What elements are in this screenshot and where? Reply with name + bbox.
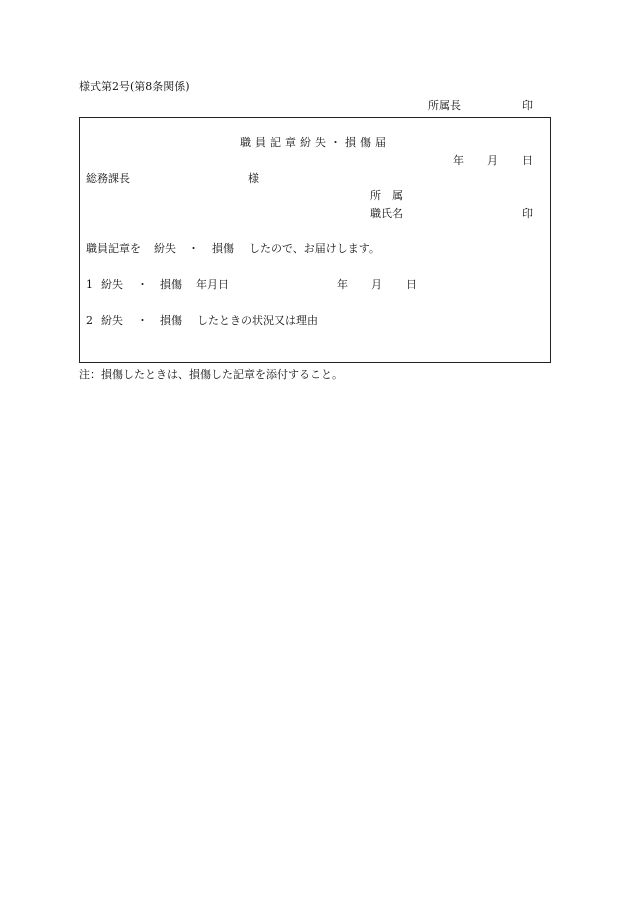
item1-option-lost: 紛失 [101,278,123,291]
item2-label: したときの状況又は理由 [197,314,318,327]
item1-option-damaged: 損傷 [160,278,182,291]
addressee: 総務課長 [86,172,130,185]
date-month: 月 [487,154,498,167]
footer-note: 注：損傷したときは、損傷した記章を添付すること。 [79,368,343,381]
item2-option-lost: 紛失 [101,314,123,327]
item1-year: 年 [337,278,348,291]
affiliation-head-label: 所属長 [428,99,461,112]
item1-separator: ・ [137,278,148,291]
date-day: 日 [522,154,533,167]
item1-number: 1 [86,278,93,291]
applicant-name-label: 職氏名 [370,207,403,220]
statement-suffix: したので、お届けします。 [249,242,380,255]
header-seal-mark: 印 [522,99,533,112]
applicant-seal-mark: 印 [522,207,533,220]
item2-number: 2 [86,314,93,327]
item2-separator: ・ [137,314,148,327]
item1-day: 日 [406,278,417,291]
statement-separator: ・ [188,242,199,255]
statement-option-lost: 紛失 [154,242,176,255]
form-number: 様式第2号(第8条関係) [79,80,190,93]
statement-prefix: 職員記章を [86,242,141,255]
form-title: 職員記章紛失・損傷届 [240,136,390,149]
date-year: 年 [453,154,464,167]
item2-option-damaged: 損傷 [160,314,182,327]
honorific: 様 [248,172,259,185]
item1-month: 月 [371,278,382,291]
applicant-affiliation-label: 所 属 [370,189,403,202]
statement-option-damaged: 損傷 [212,242,234,255]
item1-label: 年月日 [196,278,229,291]
